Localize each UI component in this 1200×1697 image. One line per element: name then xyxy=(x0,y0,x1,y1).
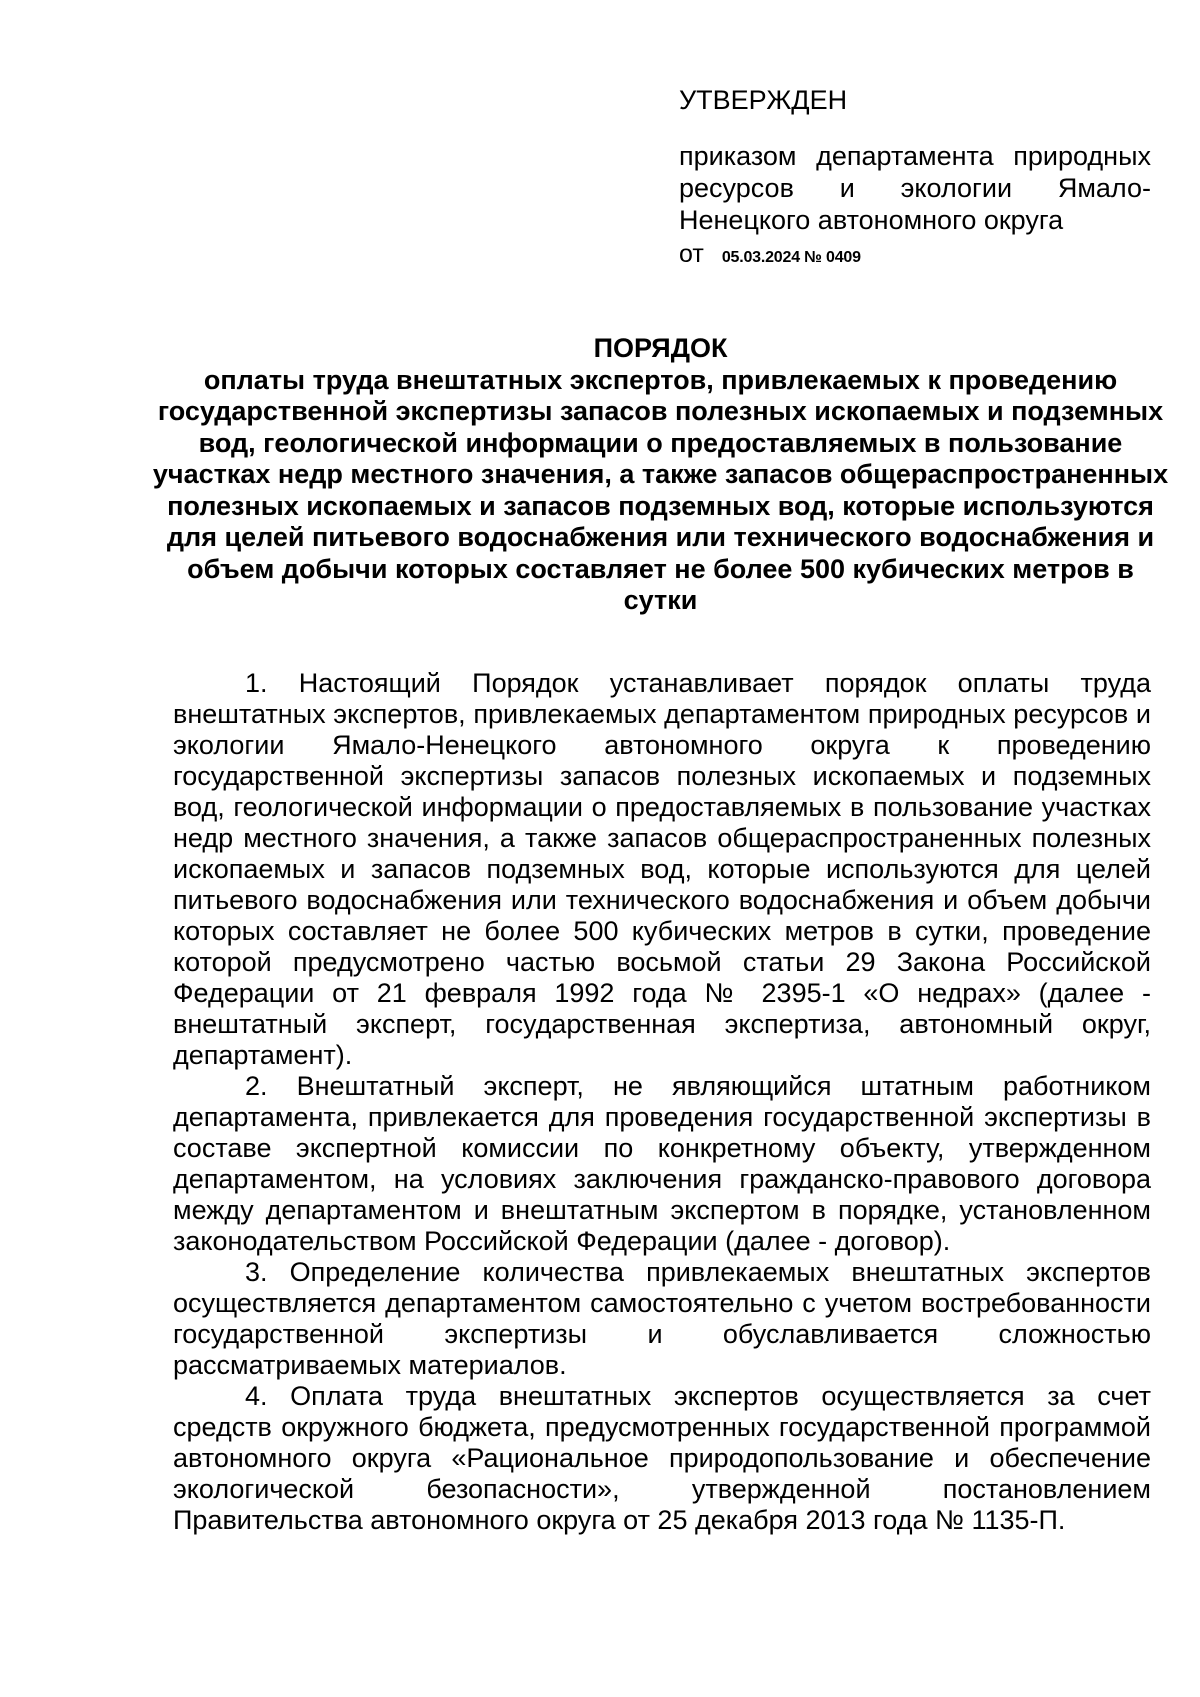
paragraph-1: 1. Настоящий Порядок устанавливает порядок оплаты труда внештатных экспертов, привлекаемых департаментом природных ресурсов и экологии Ямало-Ненецкого автономного округа к проведению государственной экспертизы запасов полезных ископаемых и подземных вод, геологической информации о предоставляемых в пользование участках недр местного значения, а также запасов общераспространенных полезных ископаемых и запасов подземных вод, которые используются для целей питьевого водоснабжения или технического водоснабжения и объем добычи которых составляет не более 500 кубических метров в сутки, проведение которой предусмотрено частью восьмой статьи 29 Закона Российской Федерации от 21 февраля 1992 года № 2395-1 «О недрах» (далее - внештатный эксперт, государственная экспертиза, автономный округ, департамент). xyxy=(173,668,1151,1070)
document-body xyxy=(173,668,1151,1536)
approved-heading: УТВЕРЖДЕН xyxy=(679,85,848,115)
order-from-label: от xyxy=(679,240,704,268)
document-title-subtitle: оплаты труда внештатных экспертов, привлекаемых к проведению государственной экспертизы запасов полезных ископаемых и подземных вод, геологической информации о предоставляемых в пользование участках недр местного значения, а также запасов общераспространенных полезных ископаемых и запасов подземных вод, которые используются для целей питьевого водоснабжения или технического водоснабжения и объем добычи которых составляет не более 500 кубических метров в сутки xyxy=(152,364,1169,615)
document-title xyxy=(150,333,1171,617)
document-title-main: ПОРЯДОК xyxy=(593,333,728,363)
order-reference xyxy=(679,238,1151,274)
paragraph-4: 4. Оплата труда внештатных экспертов осуществляется за счет средств окружного бюджета, предусмотренных государственной программой автономного округа «Рациональное природопользование и обеспечение экологической безопасности», утвержденной постановлением Правительства автономного округа от 25 декабря 2013 года № 1135-П. xyxy=(173,1381,1151,1535)
paragraph-2: 2. Внештатный эксперт, не являющийся штатным работником департамента, привлекается для проведения государственной экспертизы в составе экспертной комиссии по конкретному объекту, утвержденном департаментом, на условиях заключения гражданско-правового договора между департаментом и внештатным экспертом в порядке, установленном законодательством Российской Федерации (далее - договор). xyxy=(173,1071,1151,1256)
approval-block xyxy=(679,84,1151,274)
approving-order-text: приказом департамента природных ресурсов и экологии Ямало-Ненецкого автономного округа xyxy=(679,141,1151,235)
paragraph-3: 3. Определение количества привлекаемых внештатных экспертов осуществляется департаментом самостоятельно с учетом востребованности государственной экспертизы и обуславливается сложностью рассматриваемых материалов. xyxy=(173,1257,1151,1380)
order-date-number: 05.03.2024 № 0409 xyxy=(721,249,861,266)
